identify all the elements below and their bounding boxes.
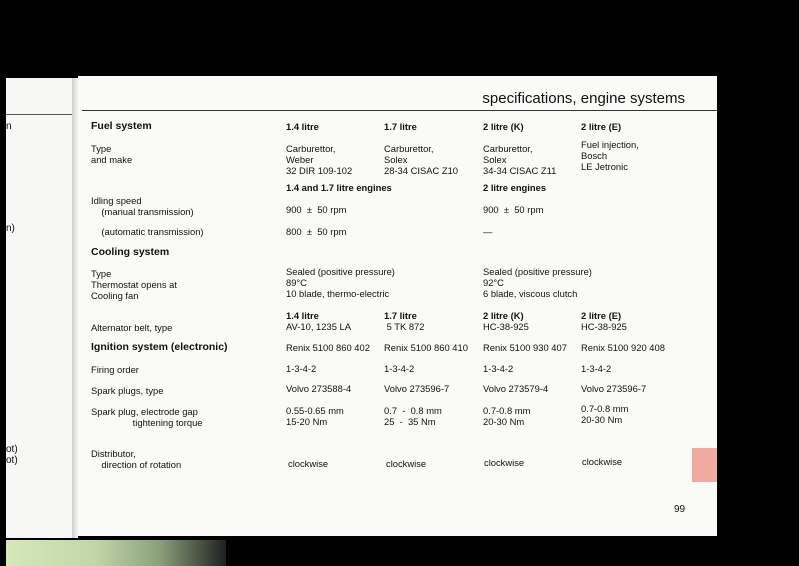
left-page-rule [6,114,74,115]
column-header: 2 litre (E) [581,310,622,321]
engines-subheading: 2 litre engines [483,182,547,193]
left-fragment: ot) [6,455,18,466]
spark-plug-value: Volvo 273588-4 [286,383,352,394]
automatic-transmission-label: (automatic transmission) [91,226,204,237]
idle-auto-value: — [483,226,493,237]
electrode-gap-value: 0.55-0.65 mm 15-20 Nm [286,405,344,427]
spark-plugs-label: Spark plugs, type [91,385,164,396]
column-header: 1.7 litre [384,310,417,321]
firing-order-value: 1-3-4-2 [483,363,514,374]
ignition-system-heading: Ignition system (electronic) [91,341,228,353]
page-number: 99 [674,504,686,515]
alternator-value: HC-38-925 [483,321,529,332]
electrode-gap-value: 0.7 - 0.8 mm 25 - 35 Nm [384,405,442,427]
left-fragment: n [6,121,12,132]
idling-speed-label: Idling speed (manual transmission) [91,195,194,217]
section-tab-marker [692,448,717,482]
firing-order-label: Firing order [91,364,139,375]
page-title: specifications, engine systems [482,90,685,107]
fuel-make-value: Carburettor, Solex 28-34 CISAC Z10 [384,143,458,176]
distributor-label: Distributor, direction of rotation [91,448,182,470]
ignition-value: Renix 5100 860 402 [286,342,370,353]
scan-edge-stripe [6,540,226,566]
alternator-value: 5 TK 872 [384,321,425,332]
type-make-label: Type and make [91,143,133,165]
rotation-value: clockwise [288,458,329,469]
header-rule [82,110,717,111]
engines-subheading: 1.4 and 1.7 litre engines [286,182,392,193]
column-header: 1.4 litre [286,310,319,321]
ignition-value: Renix 5100 920 408 [581,342,665,353]
cooling-system-heading: Cooling system [91,246,170,258]
left-fragment: n) [6,223,15,234]
alternator-value: AV-10, 1235 LA [286,321,351,332]
cooling-value: Sealed (positive pressure) 89°C 10 blade, thermo-electric [286,266,395,299]
electrode-gap-value: 0.7-0.8 mm 20-30 Nm [581,403,629,425]
fuel-make-value: Carburettor, Weber 32 DIR 109-102 [286,143,353,176]
left-fragment: ot) [6,444,18,455]
rotation-value: clockwise [582,456,623,467]
column-header: 1.7 litre [384,121,417,132]
firing-order-value: 1-3-4-2 [384,363,415,374]
rotation-value: clockwise [484,457,525,468]
right-page [78,76,717,536]
column-header: 2 litre (E) [581,121,622,132]
ignition-value: Renix 5100 860 410 [384,342,468,353]
fuel-make-value: Carburettor, Solex 34-34 CISAC Z11 [483,143,557,176]
firing-order-value: 1-3-4-2 [581,363,612,374]
alternator-belt-label: Alternator belt, type [91,322,173,333]
idle-auto-value: 800 ± 50 rpm [286,226,347,237]
ignition-value: Renix 5100 930 407 [483,342,567,353]
fuel-system-heading: Fuel system [91,120,152,132]
firing-order-value: 1-3-4-2 [286,363,317,374]
spark-plug-value: Volvo 273596-7 [581,383,647,394]
electrode-gap-value: 0.7-0.8 mm 20-30 Nm [483,405,531,427]
column-header: 2 litre (K) [483,121,524,132]
column-header: 1.4 litre [286,121,319,132]
alternator-value: HC-38-925 [581,321,627,332]
rotation-value: clockwise [386,458,427,469]
left-page [6,78,74,538]
spark-plug-value: Volvo 273579-4 [483,383,549,394]
cooling-value: Sealed (positive pressure) 92°C 6 blade, viscous clutch [483,266,592,299]
column-header: 2 litre (K) [483,310,524,321]
spark-plug-value: Volvo 273596-7 [384,383,450,394]
idle-manual-value: 900 ± 50 rpm [286,204,347,215]
cooling-labels: Type Thermostat opens at Cooling fan [91,268,177,301]
fuel-make-value: Fuel injection, Bosch LE Jetronic [581,139,639,172]
idle-manual-value: 900 ± 50 rpm [483,204,544,215]
electrode-gap-label: Spark plug, electrode gap tightening torque [91,406,203,428]
